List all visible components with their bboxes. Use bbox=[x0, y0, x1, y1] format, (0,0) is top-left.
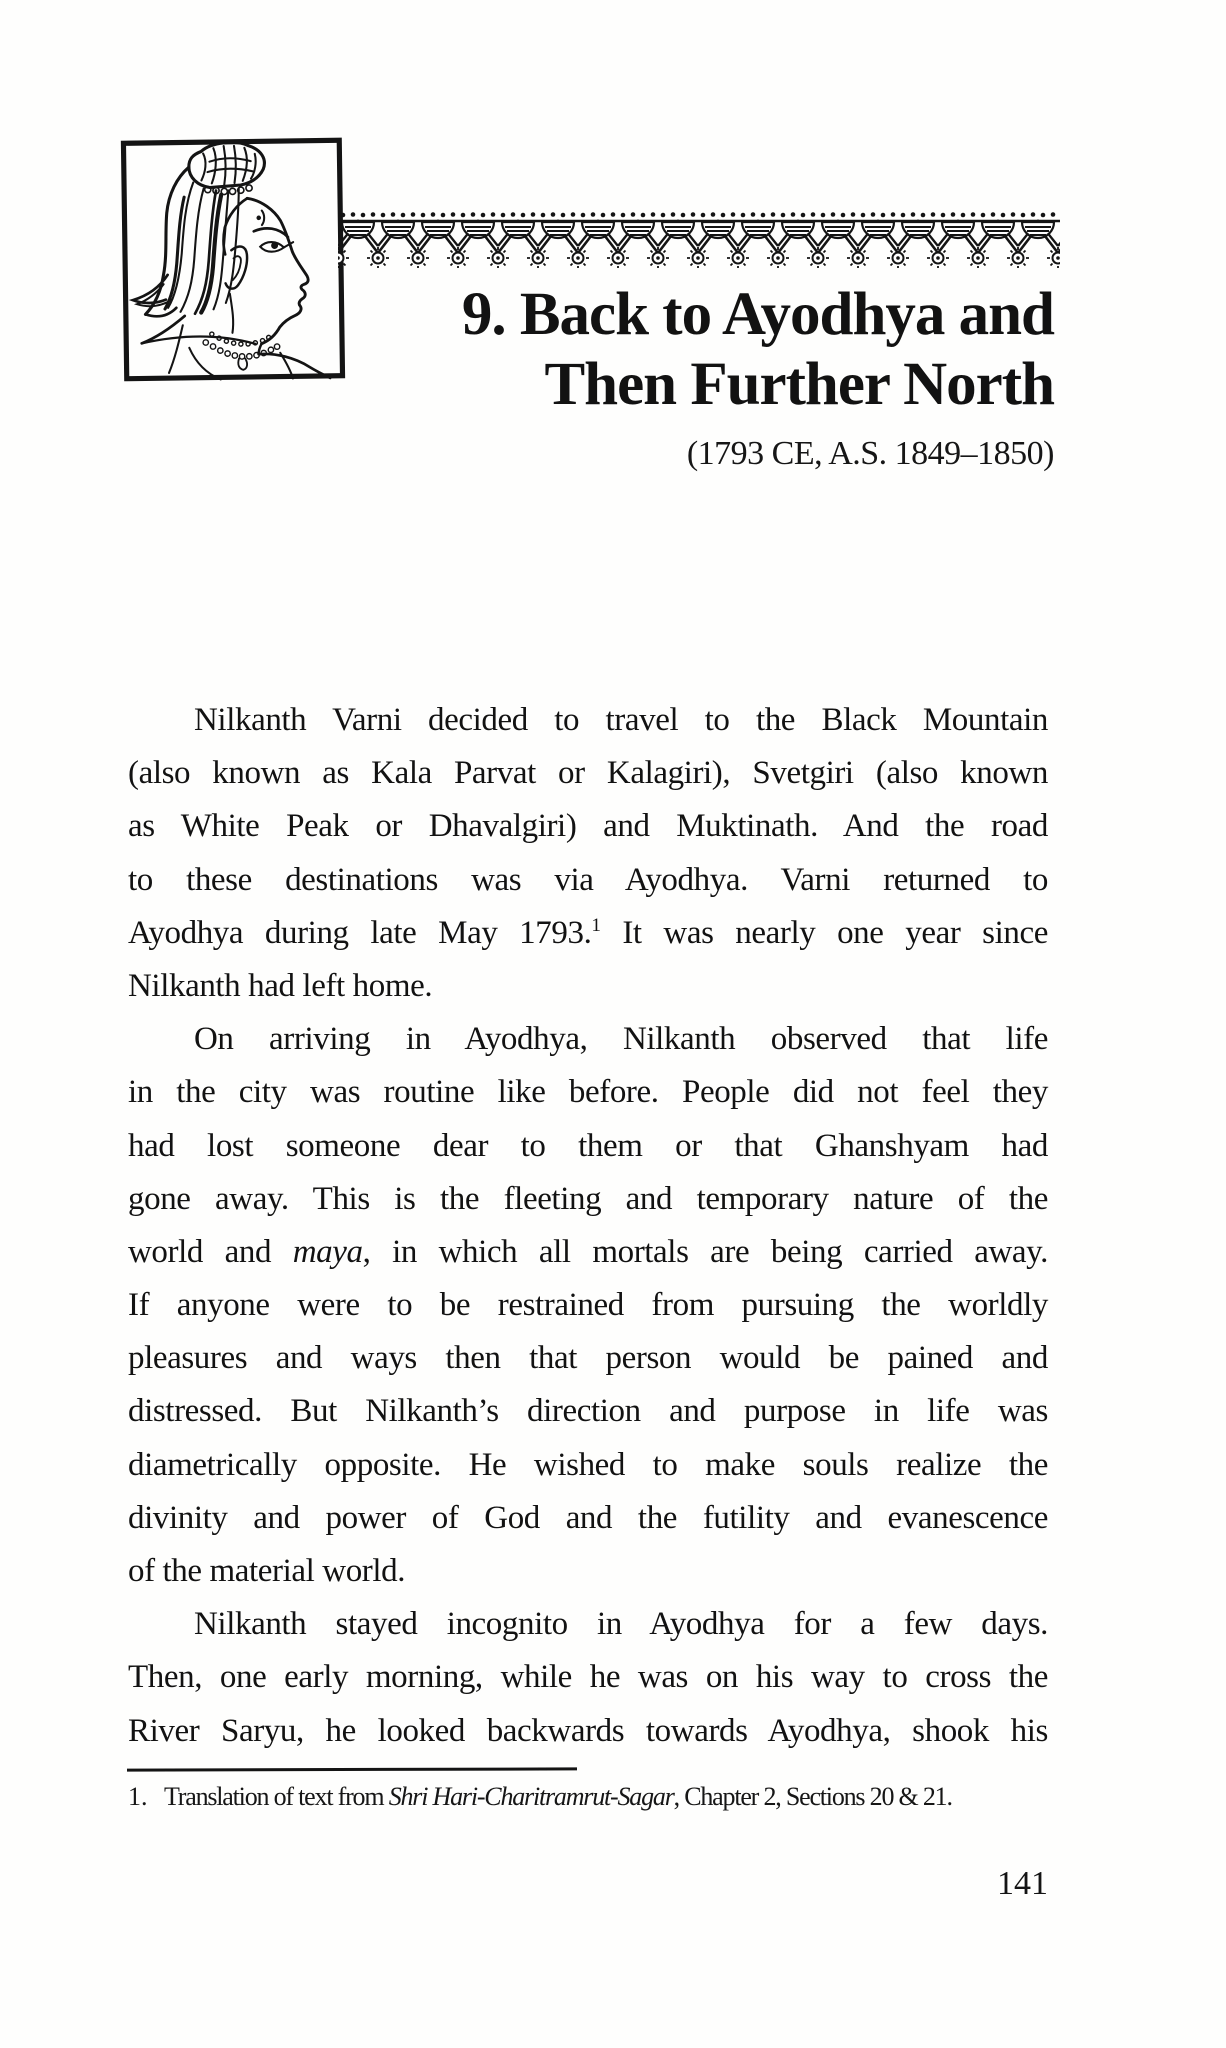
body-line: Then, one early morning, while he was on his way to cross the bbox=[128, 1659, 1048, 1696]
body-line: gone away. This is the fleeting and temporary nature of the bbox=[128, 1180, 1048, 1217]
body-line: of the material world. bbox=[128, 1553, 406, 1589]
body-line: Nilkanth Varni decided to travel to the Black Mountain bbox=[194, 702, 1048, 738]
body-line: On arriving in Ayodhya, Nilkanth observed that life bbox=[194, 1021, 1048, 1058]
body-line: as White Peak or Dhavalgiri) and Muktinath. And the road bbox=[128, 808, 1048, 845]
chapter-heading bbox=[462, 280, 1054, 474]
body-line: (also known as Kala Parvat or Kalagiri), Svetgiri (also known bbox=[128, 755, 1048, 792]
footnote-rule bbox=[127, 1767, 577, 1771]
body-line: distressed. But Nilkanth’s direction and purpose in life was bbox=[128, 1393, 1048, 1430]
body-line: Nilkanth had left home. bbox=[128, 967, 433, 1004]
body-line: to these destinations was via Ayodhya. Varni returned to bbox=[128, 861, 1048, 898]
illustration-frame bbox=[123, 140, 342, 378]
footnote-text: Translation of text from Shri Hari-Charitramrut-Sagar, Chapter 2, Sections 20 & 21. bbox=[164, 1782, 952, 1811]
portrait-illustration bbox=[120, 136, 345, 383]
chapter-title-line1: 9. Back to Ayodhya and bbox=[461, 281, 1054, 348]
decorative-border bbox=[338, 210, 1060, 268]
body-line: pleasures and ways then that person would be pained and bbox=[128, 1340, 1048, 1377]
body-line: world and maya, in which all mortals are being carried away. bbox=[128, 1233, 1048, 1270]
chapter-title-line2: Then Further North bbox=[544, 351, 1054, 418]
footnote-marker: 1. bbox=[128, 1782, 148, 1811]
body-line: River Saryu, he looked backwards towards Ayodhya, shook his bbox=[128, 1712, 1048, 1749]
body-line: If anyone were to be restrained from pursuing the worldly bbox=[128, 1287, 1048, 1324]
body-line: diametrically opposite. He wished to make souls realize the bbox=[128, 1446, 1048, 1483]
body-line: divinity and power of God and the futility and evanescence bbox=[128, 1499, 1048, 1536]
body-text bbox=[128, 694, 1048, 1758]
body-line: Ayodhya during late May 1793.$^1$ It was nearly one year since bbox=[128, 914, 1048, 951]
body-line: in the city was routine like before. People did not feel they bbox=[128, 1074, 1048, 1111]
chapter-subtitle: (1793 CE, A.S. 1849–1850) bbox=[686, 435, 1054, 472]
page-number: 141 bbox=[997, 1865, 1048, 1902]
body-line: had lost someone dear to them or that Ghanshyam had bbox=[128, 1127, 1048, 1164]
body-line: Nilkanth stayed incognito in Ayodhya for a few days. bbox=[194, 1606, 1048, 1643]
footnote bbox=[128, 1780, 1088, 1814]
